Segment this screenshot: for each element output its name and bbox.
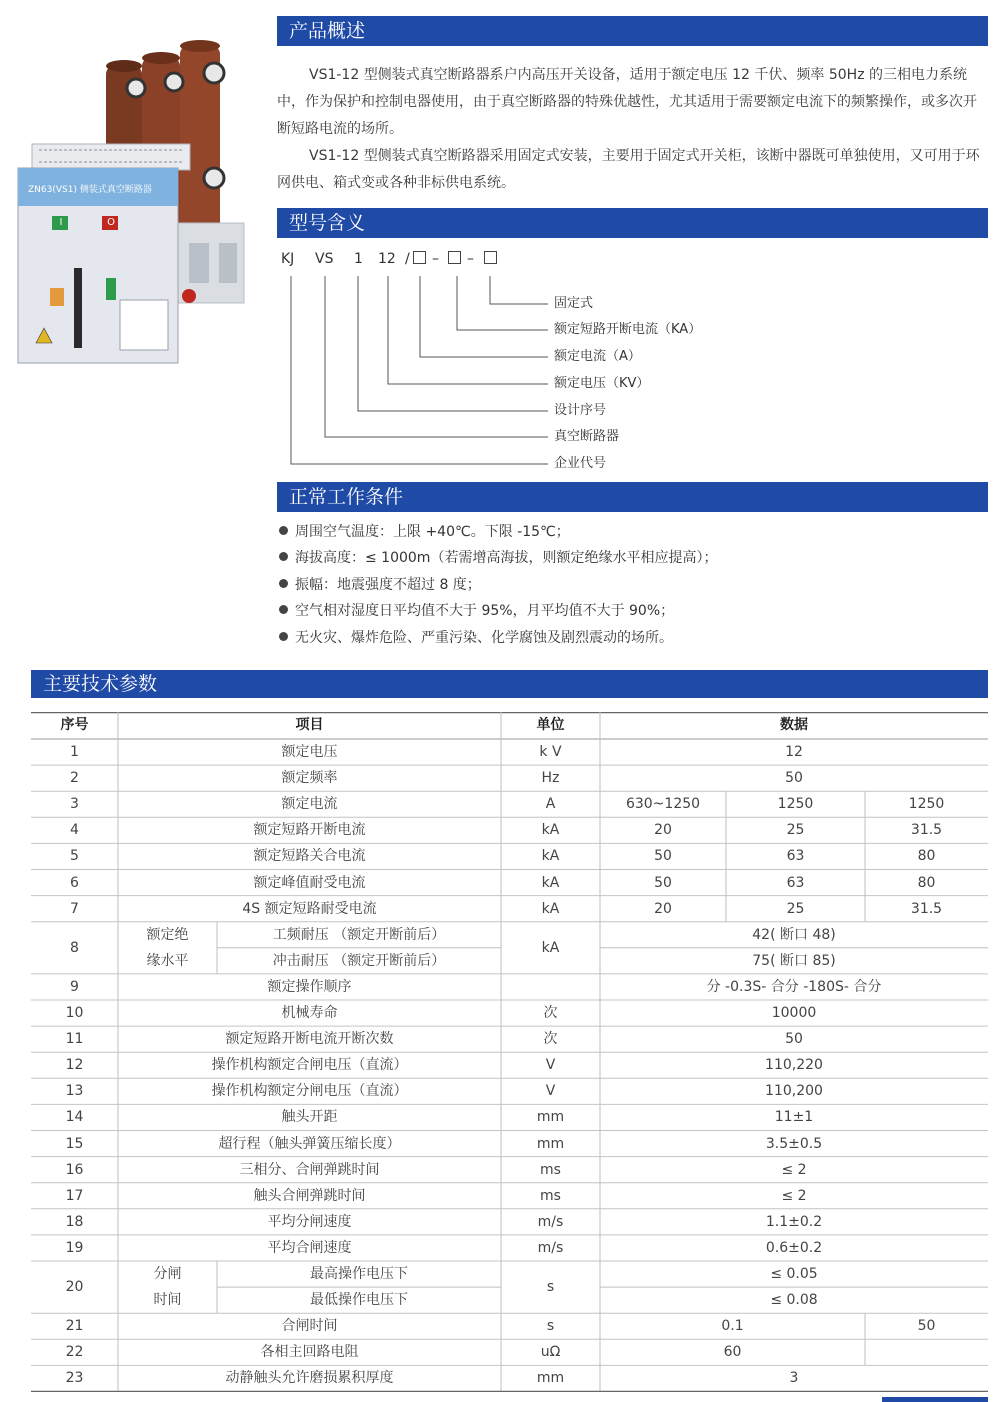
row-item: 4S 额定短路耐受电流 [242, 900, 377, 917]
row-item: 操作机构额定合闸电压（直流） [211, 1057, 408, 1074]
row-no: 9 [70, 978, 79, 995]
row-no: 19 [65, 1239, 84, 1256]
overview-text [277, 62, 988, 197]
condition-item: 空气相对湿度日平均值不大于 95%，月平均值不大于 90%； [279, 601, 674, 621]
code-dash-2: – [467, 251, 474, 267]
row-item: 额定峰值耐受电流 [253, 874, 366, 891]
placeholder-box-icon [484, 251, 497, 264]
row-value: 1.1±0.2 [765, 1213, 823, 1230]
legend-breaking-current: 额定短路开断电流（KA） [554, 322, 702, 337]
row-value: 110,200 [765, 1083, 823, 1100]
row-no: 17 [65, 1187, 84, 1204]
row-no: 23 [65, 1370, 84, 1387]
row-value: 31.5 [910, 822, 943, 839]
row-item: 平均分闸速度 [267, 1213, 352, 1230]
bullet-icon [279, 605, 288, 614]
row-no: 1 [70, 744, 79, 760]
row-value: 63 [786, 848, 805, 865]
row-no: 11 [65, 1031, 84, 1048]
row-item: 额定短路开断电流 [253, 822, 366, 839]
row-no: 5 [70, 848, 79, 865]
row-unit: kA [541, 900, 560, 917]
row-value: 分 -0.3S- 合分 -180S- 合分 [706, 978, 882, 995]
row-unit: ms [540, 1187, 561, 1204]
bullet-icon [279, 552, 288, 561]
row-value: 50 [785, 1031, 803, 1048]
row-unit: ms [540, 1161, 561, 1178]
row-item: 额定电压 [281, 744, 338, 760]
row-unit: uΩ [540, 1344, 561, 1361]
row-unit: s [546, 1318, 555, 1335]
row-unit: kA [541, 848, 560, 865]
row-subitem: 最低操作电压下 [310, 1292, 408, 1309]
row-value: 10000 [771, 1005, 817, 1021]
row-unit: Hz [541, 770, 560, 787]
row-subitem: 冲击耐压 （额定开断前后） [272, 952, 446, 969]
row-item: 额定电流 [281, 796, 338, 813]
page-footer-bar [882, 1397, 988, 1402]
row-no: 21 [65, 1318, 84, 1335]
panel-label: ZN63(VS1) 侧装式真空断路器 [28, 185, 152, 195]
leader-line [457, 276, 548, 330]
row-unit: 次 [543, 1031, 558, 1048]
condition-item: 周围空气温度：上限 +40℃。下限 -15℃； [279, 522, 570, 542]
code-box-3 [484, 250, 497, 268]
row-unit: k V [539, 744, 562, 760]
condition-item: 无火灾、爆炸危险、严重污染、化学腐蚀及剧烈震动的场所。 [279, 628, 673, 648]
row-value: 50 [785, 770, 803, 787]
bullet-icon [279, 632, 288, 641]
circuit-breaker-illustration [14, 38, 264, 368]
row-no: 15 [65, 1135, 84, 1152]
leader-line [490, 276, 548, 304]
code-1: 1 [354, 251, 363, 267]
row-no: 14 [65, 1109, 84, 1126]
row-unit: A [545, 796, 556, 813]
row-group-label: 额定绝 [146, 926, 189, 943]
row-group-label: 时间 [153, 1292, 182, 1309]
row-no: 12 [65, 1057, 84, 1074]
params-table [31, 712, 988, 1392]
code-box-2 [448, 250, 461, 268]
code-vs: VS [315, 251, 334, 267]
product-image [14, 38, 264, 368]
placeholder-box-icon [448, 251, 461, 264]
row-no: 22 [65, 1344, 84, 1361]
row-value: 50 [654, 874, 672, 891]
condition-item: 振幅：地震强度不超过 8 度； [279, 575, 481, 595]
row-unit: V [545, 1057, 556, 1074]
conditions-title: 正常工作条件 [277, 482, 988, 512]
row-subitem: 最高操作电压下 [310, 1266, 408, 1282]
row-value: 1250 [777, 796, 814, 813]
off-button: O [107, 217, 115, 228]
row-no: 10 [65, 1005, 84, 1021]
row-value: 11±1 [774, 1109, 814, 1126]
row-value: 42( 断口 48) [752, 926, 836, 943]
row-no: 20 [65, 1279, 84, 1295]
model-legend-lines [280, 270, 570, 470]
overview-paragraph-2: VS1-12 型侧装式真空断路器采用固定式安装，主要用于固定式开关柜，该断中器既可单独使用，又可用于环网供电、箱式变或各种非标供电系统。 [277, 148, 980, 191]
row-value: 630~1250 [625, 796, 701, 813]
header-no: 序号 [60, 717, 89, 733]
row-no: 2 [70, 770, 79, 787]
row-item: 额定频率 [281, 770, 338, 787]
code-slash: / [405, 251, 410, 267]
row-value: ≤ 0.05 [770, 1266, 818, 1282]
row-item: 额定操作顺序 [267, 978, 352, 995]
bullet-icon [279, 526, 288, 535]
row-value: 25 [786, 900, 805, 917]
row-unit [501, 974, 600, 1000]
code-12: 12 [378, 251, 396, 267]
header-data: 数据 [780, 717, 808, 733]
code-dash-1: – [432, 251, 439, 267]
row-item: 触头开距 [281, 1109, 338, 1126]
row-value: ≤ 2 [781, 1161, 807, 1178]
overview-paragraph-1: VS1-12 型侧装式真空断路器系户内高压开关设备，适用于额定电压 12 千伏、频率 50Hz 的三相电力系统中，作为保护和控制电器使用，由于真空断路器的特殊优越性，尤其适用于需要额定电流下的频繁操作，或多次开断短路电流的场所。 [277, 67, 977, 137]
row-no: 3 [70, 796, 79, 813]
row-value: 80 [917, 848, 936, 865]
row-value: 50 [917, 1318, 936, 1335]
leader-line [358, 276, 548, 411]
row-value [865, 1339, 988, 1365]
row-item: 各相主回路电阻 [260, 1344, 359, 1361]
legend-company-code: 企业代号 [554, 456, 607, 471]
row-unit: kA [541, 939, 560, 956]
row-unit: kA [541, 822, 560, 839]
legend-vacuum-breaker: 真空断路器 [554, 429, 620, 444]
row-unit: s [546, 1279, 555, 1295]
row-no: 6 [70, 874, 79, 891]
row-unit: mm [536, 1109, 565, 1126]
row-unit: m/s [537, 1239, 564, 1256]
row-value: 1250 [908, 796, 945, 813]
row-value: 50 [654, 848, 672, 865]
legend-rated-voltage: 额定电压（KV） [554, 376, 650, 391]
row-item: 额定短路开断电流开断次数 [225, 1031, 394, 1048]
row-value: 3 [789, 1370, 799, 1387]
params-title: 主要技术参数 [31, 670, 988, 698]
row-no: 8 [70, 939, 79, 956]
row-unit: V [545, 1083, 556, 1100]
row-item: 平均合闸速度 [267, 1239, 352, 1256]
row-value: 25 [786, 822, 805, 839]
row-value: 80 [917, 874, 936, 891]
placeholder-box-icon [413, 251, 426, 264]
legend-rated-current: 额定电流（A） [554, 349, 641, 364]
row-value: ≤ 0.08 [770, 1292, 818, 1309]
row-no: 16 [65, 1161, 84, 1178]
leader-line [420, 276, 548, 357]
code-box-1 [413, 250, 426, 268]
row-no: 7 [70, 900, 79, 917]
row-item: 三相分、合闸弹跳时间 [239, 1161, 380, 1178]
row-item: 合闸时间 [281, 1318, 338, 1335]
row-unit: 次 [543, 1005, 558, 1021]
row-item: 超行程（触头弹簧压缩长度） [218, 1135, 401, 1152]
row-unit: mm [536, 1135, 565, 1152]
on-button: I [59, 217, 63, 228]
row-value: 110,220 [765, 1057, 823, 1074]
row-value: ≤ 2 [781, 1187, 807, 1204]
row-group-label: 缘水平 [146, 952, 189, 969]
row-value: 60 [723, 1344, 742, 1361]
row-item: 额定短路关合电流 [253, 848, 366, 865]
code-kj: KJ [281, 251, 295, 267]
row-no: 18 [65, 1213, 84, 1230]
row-item: 触头合闸弹跳时间 [253, 1187, 366, 1204]
row-item: 机械寿命 [281, 1005, 338, 1021]
bullet-icon [279, 579, 288, 588]
row-unit: kA [541, 874, 560, 891]
row-value: 3.5±0.5 [765, 1135, 823, 1152]
row-item: 操作机构额定分闸电压（直流） [211, 1083, 408, 1100]
legend-design-no: 设计序号 [554, 403, 607, 418]
row-value: 0.1 [721, 1318, 744, 1335]
row-value: 75( 断口 85) [752, 952, 836, 969]
condition-item: 海拔高度：≤ 1000m（若需增高海拔，则额定绝缘水平相应提高）； [279, 548, 717, 568]
row-value: 31.5 [910, 900, 943, 917]
row-value: 20 [654, 900, 672, 917]
header-unit: 单位 [536, 717, 565, 733]
row-unit: mm [536, 1370, 565, 1387]
row-value: 0.6±0.2 [765, 1239, 823, 1256]
row-value: 12 [785, 744, 803, 760]
row-value: 63 [786, 874, 805, 891]
row-unit: m/s [537, 1213, 564, 1230]
row-group-label: 分闸 [153, 1266, 182, 1282]
legend-fixed: 固定式 [554, 296, 594, 311]
row-no: 4 [70, 822, 79, 839]
row-value: 20 [654, 822, 672, 839]
overview-title: 产品概述 [277, 16, 988, 46]
row-subitem: 工频耐压 （额定开断前后） [272, 926, 446, 943]
model-title: 型号含义 [277, 208, 988, 238]
row-no: 13 [65, 1083, 84, 1100]
row-item: 动静触头允许磨损累积厚度 [225, 1370, 394, 1387]
header-item: 项目 [295, 717, 324, 733]
